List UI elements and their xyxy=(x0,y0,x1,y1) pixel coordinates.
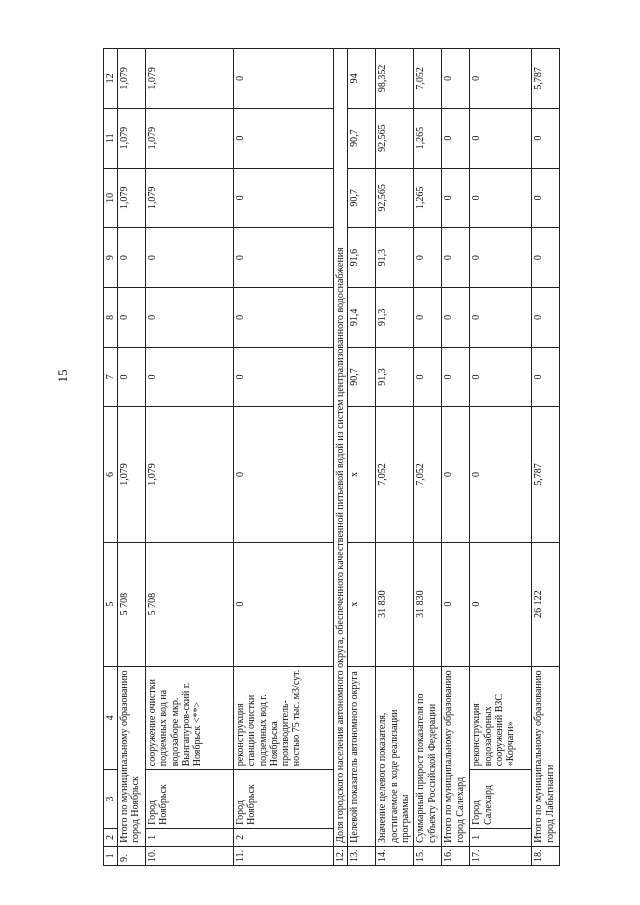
value-cell: 0 xyxy=(442,108,470,168)
value-cell: 7,052 xyxy=(414,49,442,109)
value-cell: 1,265 xyxy=(414,108,442,168)
row-number: 11. xyxy=(234,846,334,865)
value-cell: 92,565 xyxy=(376,168,414,228)
table-row xyxy=(414,49,442,866)
table-row xyxy=(118,49,146,866)
value-cell: 0 xyxy=(234,49,334,109)
table-container xyxy=(103,48,556,866)
row-number: 15. xyxy=(414,846,442,865)
value-cell: 0 xyxy=(414,347,442,407)
value-cell: 0 xyxy=(414,228,442,288)
value-cell: 0 xyxy=(442,287,470,347)
value-cell: 0 xyxy=(442,168,470,228)
page-number: 15 xyxy=(55,369,70,383)
value-cell: 90,7 xyxy=(348,347,376,407)
value-cell: 7,052 xyxy=(414,407,442,542)
value-cell: 0 xyxy=(470,168,532,228)
value-cell: 0 xyxy=(146,347,234,407)
value-cell: 0 xyxy=(234,542,334,666)
header-cell: 8 xyxy=(104,287,118,347)
value-cell: 91,3 xyxy=(376,287,414,347)
row-label: Суммарный прирост показателя по субъекту Российской Федерации xyxy=(414,666,442,846)
value-cell: 0 xyxy=(234,347,334,407)
value-cell: 0 xyxy=(414,287,442,347)
value-cell: 7,052 xyxy=(376,407,414,542)
value-cell: 26 122 xyxy=(532,542,560,666)
header-cell: 5 xyxy=(104,542,118,666)
value-cell: 1,079 xyxy=(146,168,234,228)
row-number: 17. xyxy=(470,846,532,865)
row-label: Целевой показатель автономного округа xyxy=(348,666,376,846)
header-cell: 9 xyxy=(104,228,118,288)
row-label: Итого по муниципальному образованию город Ноябрьск xyxy=(118,666,146,846)
value-cell: 5,787 xyxy=(532,407,560,542)
city-cell: Город Ноябрьск xyxy=(234,770,334,829)
value-cell: 90,7 xyxy=(348,168,376,228)
value-cell: 91,4 xyxy=(348,287,376,347)
value-cell: 0 xyxy=(442,228,470,288)
header-cell: 2 xyxy=(104,828,118,846)
value-cell: 90,7 xyxy=(348,108,376,168)
header-cell: 10 xyxy=(104,168,118,228)
row-number: 12. xyxy=(334,846,348,865)
header-row xyxy=(104,49,118,866)
value-cell: 31 830 xyxy=(414,542,442,666)
value-cell: 0 xyxy=(470,228,532,288)
value-cell: 91,3 xyxy=(376,347,414,407)
row-label: Итого по муниципальному образованию город Лабытнанги xyxy=(532,666,560,846)
table-row xyxy=(376,49,414,866)
value-cell: x xyxy=(348,407,376,542)
value-cell: 0 xyxy=(470,287,532,347)
value-cell: 31 830 xyxy=(376,542,414,666)
value-cell: 5 708 xyxy=(118,542,146,666)
value-cell: 0 xyxy=(234,168,334,228)
value-cell: 0 xyxy=(470,542,532,666)
value-cell: 0 xyxy=(234,287,334,347)
value-cell: 0 xyxy=(532,108,560,168)
value-cell: 0 xyxy=(118,347,146,407)
value-cell: x xyxy=(348,542,376,666)
row-number: 14. xyxy=(376,846,414,865)
value-cell: 0 xyxy=(470,108,532,168)
city-cell: Город Салехард xyxy=(470,770,532,829)
value-cell: 1,079 xyxy=(118,168,146,228)
project-description: реконструкция водозаборных сооружений ВЗС «Корчаги» xyxy=(470,666,532,770)
table-row xyxy=(470,49,532,866)
value-cell: 0 xyxy=(442,407,470,542)
value-cell: 0 xyxy=(118,228,146,288)
value-cell: 0 xyxy=(234,108,334,168)
sub-number: 1 xyxy=(470,828,532,846)
row-label: Значение целевого показателя, достигаемое в ходе реализации программы xyxy=(376,666,414,846)
value-cell: 94 xyxy=(348,49,376,109)
header-cell: 7 xyxy=(104,347,118,407)
value-cell: 1,079 xyxy=(118,407,146,542)
value-cell: 0 xyxy=(146,287,234,347)
value-cell: 0 xyxy=(532,347,560,407)
value-cell: 1,265 xyxy=(414,168,442,228)
value-cell: 1,079 xyxy=(118,108,146,168)
row-number: 9. xyxy=(118,846,146,865)
value-cell: 0 xyxy=(146,228,234,288)
value-cell: 0 xyxy=(470,347,532,407)
value-cell: 0 xyxy=(234,407,334,542)
indicator-table xyxy=(103,48,560,866)
sub-number: 1 xyxy=(146,828,234,846)
value-cell: 0 xyxy=(234,228,334,288)
header-cell: 11 xyxy=(104,108,118,168)
value-cell: 92,565 xyxy=(376,108,414,168)
value-cell: 0 xyxy=(470,49,532,109)
value-cell: 1,079 xyxy=(118,49,146,109)
row-number: 10. xyxy=(146,846,234,865)
row-number: 18. xyxy=(532,846,560,865)
table-row xyxy=(348,49,376,866)
header-cell: 1 xyxy=(104,846,118,865)
value-cell: 0 xyxy=(532,168,560,228)
value-cell: 1,079 xyxy=(146,407,234,542)
header-cell: 3 xyxy=(104,770,118,829)
sub-number: 2 xyxy=(234,828,334,846)
row-number: 16. xyxy=(442,846,470,865)
row-label: Итого по муниципальному образованию город Салехард xyxy=(442,666,470,846)
value-cell: 0 xyxy=(470,407,532,542)
table-row xyxy=(146,49,234,866)
value-cell: 0 xyxy=(442,347,470,407)
header-cell: 12 xyxy=(104,49,118,109)
value-cell: 1,079 xyxy=(146,108,234,168)
section-heading: Доля городского населения автономного округа, обеспеченного качественной питьевой водой из систем централизованного водоснабжения xyxy=(334,49,348,847)
value-cell: 1,079 xyxy=(146,49,234,109)
value-cell: 0 xyxy=(532,287,560,347)
table-row xyxy=(442,49,470,866)
value-cell: 0 xyxy=(532,228,560,288)
value-cell: 5,787 xyxy=(532,49,560,109)
value-cell: 5 708 xyxy=(146,542,234,666)
table-row xyxy=(334,49,348,866)
city-cell: Город Ноябрьск xyxy=(146,770,234,829)
table-row xyxy=(234,49,334,866)
value-cell: 98,352 xyxy=(376,49,414,109)
value-cell: 0 xyxy=(442,542,470,666)
value-cell: 0 xyxy=(118,287,146,347)
value-cell: 91,6 xyxy=(348,228,376,288)
value-cell: 0 xyxy=(442,49,470,109)
value-cell: 91,3 xyxy=(376,228,414,288)
project-description: реконструкция станции очистки подземных вод г. Ноябрьска производитель-ностью 75 тыс. м3/сут. xyxy=(234,666,334,770)
row-number: 13. xyxy=(348,846,376,865)
table-row xyxy=(532,49,560,866)
header-cell: 4 xyxy=(104,666,118,770)
header-cell: 6 xyxy=(104,407,118,542)
project-description: сооружение очистки подземных вод на водозаборе мкр. Вынгапуров-ский г. Ноябрьск <**> xyxy=(146,666,234,770)
